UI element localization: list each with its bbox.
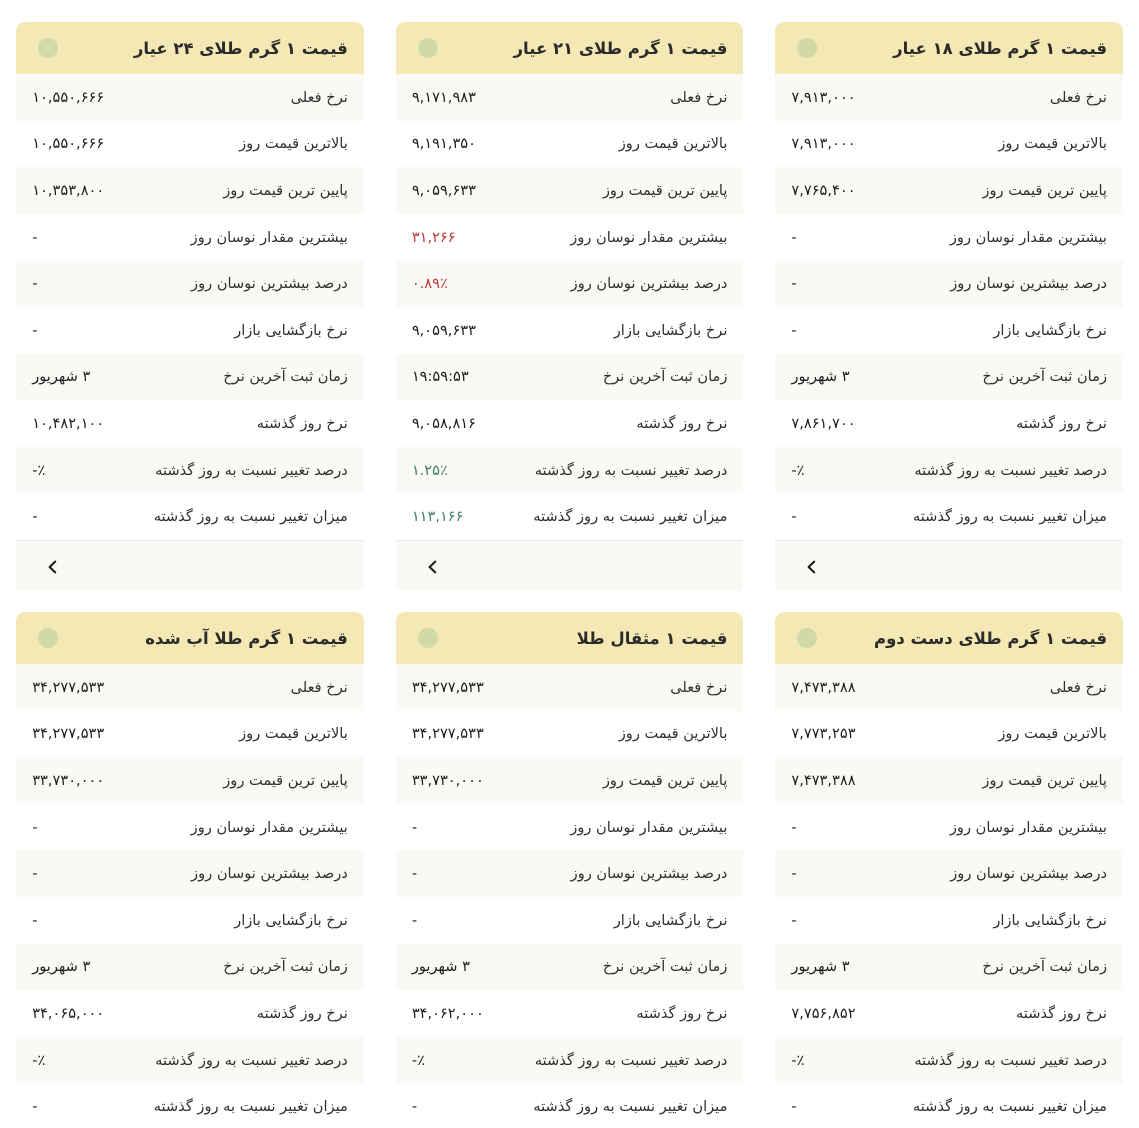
table-row bbox=[396, 804, 744, 851]
row-label: زمان ثبت آخرین نرخ bbox=[602, 958, 728, 976]
table-row bbox=[16, 354, 364, 401]
table-row bbox=[396, 1037, 744, 1084]
row-label: بالاترین قیمت روز bbox=[998, 725, 1107, 743]
table-row bbox=[16, 400, 364, 447]
table-row bbox=[775, 447, 1123, 494]
row-value: ۷,۴۷۳,۳۸۸ bbox=[791, 771, 856, 789]
table-row bbox=[396, 757, 744, 804]
card-header[interactable] bbox=[396, 22, 744, 74]
row-value: ۷,۸۶۱,۷۰۰ bbox=[791, 414, 856, 432]
row-value: - bbox=[411, 865, 418, 883]
row-label: نرخ بازگشایی بازار bbox=[613, 911, 728, 929]
price-card bbox=[16, 22, 364, 590]
table-row bbox=[16, 121, 364, 168]
row-value: - bbox=[32, 1098, 38, 1116]
price-card bbox=[775, 22, 1123, 590]
row-value: ۳۴,۰۶۲,۰۰۰ bbox=[411, 1004, 484, 1022]
table-row bbox=[16, 897, 364, 944]
row-value: ۳۴,۲۷۷,۵۳۳ bbox=[411, 678, 484, 696]
card-slot bbox=[0, 0, 380, 590]
table-row bbox=[396, 850, 744, 897]
row-value: - bbox=[791, 911, 797, 929]
price-card bbox=[775, 612, 1123, 1128]
card-header[interactable] bbox=[775, 612, 1123, 664]
row-label: نرخ روز گذشته bbox=[256, 1004, 348, 1022]
row-value: - bbox=[32, 818, 38, 836]
table-row bbox=[396, 121, 744, 168]
row-value: ۱۰,۵۵۰,۶۶۶ bbox=[32, 88, 105, 106]
status-dot-icon bbox=[797, 628, 817, 648]
row-value: ۷,۷۶۵,۴۰۰ bbox=[791, 181, 856, 199]
row-value: - bbox=[32, 275, 38, 293]
card-title: قیمت ۱ گرم طلای دست دوم bbox=[874, 628, 1107, 648]
row-label: میزان تغییر نسبت به روز گذشته bbox=[533, 1098, 728, 1116]
card-rows bbox=[775, 74, 1123, 540]
row-label: میزان تغییر نسبت به روز گذشته bbox=[153, 1098, 348, 1116]
row-label: نرخ روز گذشته bbox=[636, 414, 728, 432]
table-row bbox=[396, 447, 744, 494]
table-row bbox=[396, 664, 744, 711]
row-label: درصد تغییر نسبت به روز گذشته bbox=[534, 1051, 728, 1069]
row-value: ۱۰,۴۸۲,۱۰۰ bbox=[32, 414, 105, 432]
row-value: - bbox=[32, 508, 38, 526]
row-label: درصد تغییر نسبت به روز گذشته bbox=[534, 461, 728, 479]
status-dot-icon bbox=[418, 38, 438, 58]
row-label: بیشترین مقدار نوسان روز bbox=[949, 818, 1107, 836]
row-value: - bbox=[32, 911, 38, 929]
row-value: - bbox=[791, 321, 797, 339]
row-label: بیشترین مقدار نوسان روز bbox=[949, 228, 1107, 246]
row-label: زمان ثبت آخرین نرخ bbox=[982, 368, 1107, 386]
table-row bbox=[775, 1083, 1123, 1128]
card-title: قیمت ۱ مثقال طلا bbox=[576, 628, 728, 648]
row-label: نرخ بازگشایی بازار bbox=[993, 321, 1107, 339]
table-row bbox=[775, 897, 1123, 944]
row-label: نرخ فعلی bbox=[1049, 88, 1107, 106]
row-label: بالاترین قیمت روز bbox=[618, 135, 728, 153]
row-value: - bbox=[32, 228, 38, 246]
table-row bbox=[396, 944, 744, 991]
table-row bbox=[396, 897, 744, 944]
table-row bbox=[396, 214, 744, 261]
table-row bbox=[396, 74, 744, 121]
row-label: نرخ بازگشایی بازار bbox=[234, 911, 348, 929]
row-value: ۳۳,۷۳۰,۰۰۰ bbox=[411, 771, 484, 789]
table-row bbox=[16, 944, 364, 991]
table-row bbox=[16, 493, 364, 540]
row-value: ۳۳,۷۳۰,۰۰۰ bbox=[32, 771, 105, 789]
row-value: - bbox=[32, 321, 38, 339]
row-value: ۳۴,۲۷۷,۵۳۳ bbox=[32, 678, 105, 696]
card-title: قیمت ۱ گرم طلای ۱۸ عیار bbox=[893, 38, 1107, 58]
row-label: زمان ثبت آخرین نرخ bbox=[223, 368, 348, 386]
row-label: درصد تغییر نسبت به روز گذشته bbox=[914, 461, 1107, 479]
row-value: - bbox=[791, 1098, 797, 1116]
row-value: -٪ bbox=[411, 1051, 425, 1069]
row-value: ۷,۴۷۳,۳۸۸ bbox=[791, 678, 856, 696]
row-label: نرخ بازگشایی بازار bbox=[613, 321, 728, 339]
row-label: نرخ فعلی bbox=[290, 678, 348, 696]
row-value: - bbox=[791, 508, 797, 526]
row-value: ۳ شهریور bbox=[32, 958, 91, 976]
row-label: پایین ترین قیمت روز bbox=[982, 771, 1107, 789]
card-slot bbox=[380, 0, 760, 590]
table-row bbox=[775, 850, 1123, 897]
row-label: درصد تغییر نسبت به روز گذشته bbox=[914, 1051, 1107, 1069]
row-value: ۳ شهریور bbox=[791, 958, 850, 976]
row-label: زمان ثبت آخرین نرخ bbox=[223, 958, 348, 976]
table-row bbox=[396, 711, 744, 758]
table-row bbox=[16, 307, 364, 354]
card-rows bbox=[16, 74, 364, 540]
table-row bbox=[396, 400, 744, 447]
card-header[interactable] bbox=[396, 612, 744, 664]
row-label: پایین ترین قیمت روز bbox=[982, 181, 1107, 199]
table-row bbox=[16, 214, 364, 261]
row-label: میزان تغییر نسبت به روز گذشته bbox=[912, 1098, 1107, 1116]
table-row bbox=[775, 990, 1123, 1037]
row-label: درصد تغییر نسبت به روز گذشته bbox=[155, 1051, 348, 1069]
row-label: بالاترین قیمت روز bbox=[239, 135, 348, 153]
row-label: نرخ روز گذشته bbox=[256, 414, 348, 432]
card-slot bbox=[380, 590, 760, 1128]
row-value: - bbox=[791, 818, 797, 836]
row-label: پایین ترین قیمت روز bbox=[223, 771, 348, 789]
status-dot-icon bbox=[418, 628, 438, 648]
card-title: قیمت ۱ گرم طلا آب شده bbox=[145, 628, 348, 648]
row-value: - bbox=[791, 865, 797, 883]
row-value: -٪ bbox=[791, 461, 805, 479]
row-label: بیشترین مقدار نوسان روز bbox=[570, 818, 728, 836]
card-slot bbox=[759, 0, 1139, 590]
row-label: درصد تغییر نسبت به روز گذشته bbox=[155, 461, 348, 479]
row-value: ۱۹:۵۹:۵۳ bbox=[411, 368, 469, 386]
row-value: ۳۴,۲۷۷,۵۳۳ bbox=[32, 725, 105, 743]
row-label: پایین ترین قیمت روز bbox=[602, 181, 728, 199]
row-value: ۳ شهریور bbox=[32, 368, 91, 386]
table-row bbox=[775, 121, 1123, 168]
table-row bbox=[775, 167, 1123, 214]
row-value: ۹,۰۵۸,۸۱۶ bbox=[411, 414, 476, 432]
table-row bbox=[16, 1083, 364, 1128]
card-slot bbox=[0, 590, 380, 1128]
row-label: درصد بیشترین نوسان روز bbox=[950, 865, 1107, 883]
row-label: درصد بیشترین نوسان روز bbox=[570, 275, 728, 293]
row-value: ۳۱,۲۶۶ bbox=[411, 228, 456, 246]
row-label: درصد بیشترین نوسان روز bbox=[191, 275, 348, 293]
table-row bbox=[16, 167, 364, 214]
card-title: قیمت ۱ گرم طلای ۲۱ عیار bbox=[513, 38, 728, 58]
row-value: ۳۴,۲۷۷,۵۳۳ bbox=[411, 725, 484, 743]
row-label: بالاترین قیمت روز bbox=[239, 725, 348, 743]
row-label: نرخ فعلی bbox=[1049, 678, 1107, 696]
price-card bbox=[16, 612, 364, 1128]
row-label: نرخ فعلی bbox=[670, 678, 728, 696]
table-row bbox=[396, 167, 744, 214]
row-value: ۱۱۳,۱۶۶ bbox=[411, 508, 464, 526]
row-value: ۳ شهریور bbox=[791, 368, 850, 386]
table-row bbox=[775, 307, 1123, 354]
row-value: ۱۰,۵۵۰,۶۶۶ bbox=[32, 135, 105, 153]
table-row bbox=[396, 307, 744, 354]
card-footer bbox=[396, 540, 744, 590]
table-row bbox=[775, 757, 1123, 804]
table-row bbox=[775, 354, 1123, 401]
row-label: بیشترین مقدار نوسان روز bbox=[190, 228, 348, 246]
row-label: نرخ روز گذشته bbox=[1015, 1004, 1107, 1022]
card-footer bbox=[775, 540, 1123, 590]
table-row bbox=[16, 260, 364, 307]
row-label: نرخ روز گذشته bbox=[636, 1004, 728, 1022]
row-label: میزان تغییر نسبت به روز گذشته bbox=[912, 508, 1107, 526]
status-dot-icon bbox=[38, 628, 58, 648]
row-value: ۷,۷۷۳,۲۵۳ bbox=[791, 725, 856, 743]
card-title: قیمت ۱ گرم طلای ۲۴ عیار bbox=[133, 38, 348, 58]
row-value: -٪ bbox=[791, 1051, 805, 1069]
table-row bbox=[775, 664, 1123, 711]
row-value: - bbox=[411, 1098, 418, 1116]
table-row bbox=[775, 493, 1123, 540]
chevron-left-icon[interactable] bbox=[40, 554, 66, 580]
table-row bbox=[775, 1037, 1123, 1084]
row-label: درصد بیشترین نوسان روز bbox=[191, 865, 348, 883]
price-card bbox=[396, 612, 744, 1128]
table-row bbox=[16, 664, 364, 711]
row-label: بیشترین مقدار نوسان روز bbox=[570, 228, 728, 246]
table-row bbox=[775, 260, 1123, 307]
row-value: - bbox=[411, 818, 418, 836]
card-footer bbox=[16, 540, 364, 590]
row-value: ۳ شهریور bbox=[411, 958, 470, 976]
row-label: بالاترین قیمت روز bbox=[618, 725, 728, 743]
row-label: درصد بیشترین نوسان روز bbox=[570, 865, 728, 883]
card-rows bbox=[16, 664, 364, 1128]
card-rows bbox=[396, 74, 744, 540]
row-value: ۹,۱۷۱,۹۸۳ bbox=[411, 88, 476, 106]
row-label: پایین ترین قیمت روز bbox=[223, 181, 348, 199]
row-value: ۹,۰۵۹,۶۳۳ bbox=[411, 181, 476, 199]
price-card bbox=[396, 22, 744, 590]
row-label: نرخ بازگشایی بازار bbox=[993, 911, 1107, 929]
card-rows bbox=[396, 664, 744, 1128]
table-row bbox=[775, 711, 1123, 758]
row-label: نرخ فعلی bbox=[290, 88, 348, 106]
row-value: ۱.۲۵٪ bbox=[411, 461, 448, 479]
row-value: ۱۰,۳۵۳,۸۰۰ bbox=[32, 181, 105, 199]
row-value: ۷,۹۱۳,۰۰۰ bbox=[791, 88, 856, 106]
table-row bbox=[16, 447, 364, 494]
row-label: درصد بیشترین نوسان روز bbox=[950, 275, 1107, 293]
table-row bbox=[775, 74, 1123, 121]
table-row bbox=[16, 990, 364, 1037]
table-row bbox=[775, 944, 1123, 991]
table-row bbox=[16, 711, 364, 758]
row-label: زمان ثبت آخرین نرخ bbox=[602, 368, 728, 386]
chevron-left-icon[interactable] bbox=[799, 554, 825, 580]
row-value: ۷,۹۱۳,۰۰۰ bbox=[791, 135, 856, 153]
status-dot-icon bbox=[38, 38, 58, 58]
table-row bbox=[775, 804, 1123, 851]
row-value: - bbox=[32, 865, 38, 883]
table-row bbox=[396, 260, 744, 307]
row-label: پایین ترین قیمت روز bbox=[602, 771, 728, 789]
row-value: - bbox=[791, 275, 797, 293]
row-value: - bbox=[791, 228, 797, 246]
row-label: بالاترین قیمت روز bbox=[998, 135, 1107, 153]
table-row bbox=[16, 804, 364, 851]
chevron-left-icon[interactable] bbox=[420, 554, 446, 580]
row-label: بیشترین مقدار نوسان روز bbox=[190, 818, 348, 836]
row-value: ۹,۰۵۹,۶۳۳ bbox=[411, 321, 476, 339]
table-row bbox=[16, 850, 364, 897]
row-label: میزان تغییر نسبت به روز گذشته bbox=[533, 508, 728, 526]
row-value: -٪ bbox=[32, 1051, 46, 1069]
row-value: - bbox=[411, 911, 418, 929]
row-value: ۰.۸۹٪ bbox=[411, 275, 448, 293]
row-label: زمان ثبت آخرین نرخ bbox=[982, 958, 1107, 976]
row-value: ۹,۱۹۱,۳۵۰ bbox=[411, 135, 476, 153]
table-row bbox=[775, 400, 1123, 447]
table-row bbox=[775, 214, 1123, 261]
row-label: نرخ روز گذشته bbox=[1015, 414, 1107, 432]
card-slot bbox=[759, 590, 1139, 1128]
table-row bbox=[396, 354, 744, 401]
table-row bbox=[396, 1083, 744, 1128]
table-row bbox=[16, 74, 364, 121]
card-header[interactable] bbox=[775, 22, 1123, 74]
row-value: -٪ bbox=[32, 461, 46, 479]
card-header[interactable] bbox=[16, 612, 364, 664]
row-label: نرخ فعلی bbox=[670, 88, 728, 106]
table-row bbox=[16, 1037, 364, 1084]
table-row bbox=[396, 493, 744, 540]
row-label: نرخ بازگشایی بازار bbox=[234, 321, 348, 339]
row-value: ۳۴,۰۶۵,۰۰۰ bbox=[32, 1004, 105, 1022]
card-rows bbox=[775, 664, 1123, 1128]
card-header[interactable] bbox=[16, 22, 364, 74]
table-row bbox=[396, 990, 744, 1037]
status-dot-icon bbox=[797, 38, 817, 58]
row-value: ۷,۷۵۶,۸۵۲ bbox=[791, 1004, 856, 1022]
row-label: میزان تغییر نسبت به روز گذشته bbox=[153, 508, 348, 526]
table-row bbox=[16, 757, 364, 804]
